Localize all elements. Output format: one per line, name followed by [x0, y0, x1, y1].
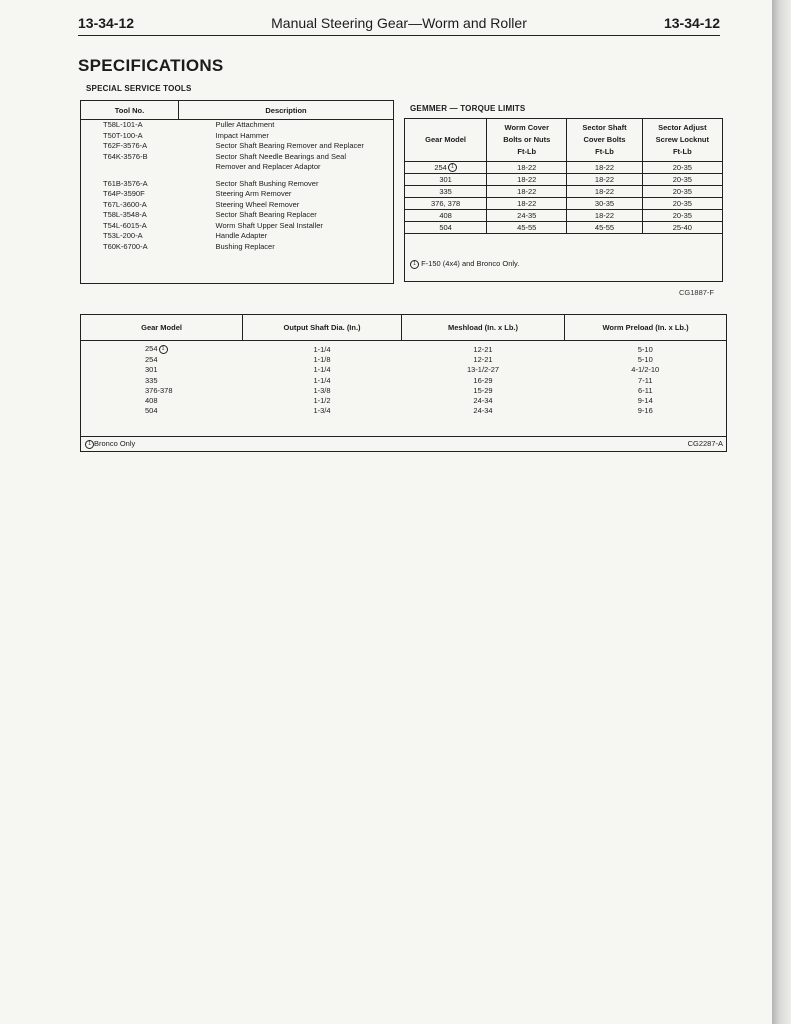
cell-value: 18-22 — [594, 187, 615, 196]
cell-value: 15-29 — [473, 385, 493, 395]
table-cell — [401, 385, 564, 395]
cell-value: 6-11 — [638, 385, 653, 395]
gemmer-column-header — [405, 119, 487, 162]
header-line: Sector Adjust — [658, 123, 707, 132]
table-row — [81, 354, 726, 364]
table-cell — [81, 395, 243, 405]
table-cell — [81, 385, 243, 395]
table-cell — [243, 365, 402, 375]
table-row — [405, 210, 722, 222]
cell-value: 335 — [145, 375, 158, 385]
table-cell — [565, 395, 726, 405]
tool-number: T64P-3590F — [103, 189, 145, 198]
cell-value: 1-1/4 — [313, 375, 331, 385]
cell-value: 504 — [145, 406, 158, 416]
table-cell — [401, 375, 564, 385]
table-cell — [243, 344, 402, 354]
header-line: Bolts or Nuts — [503, 135, 551, 144]
tool-description: Sector Shaft Bearing Remover and Replacer — [215, 141, 364, 150]
table-cell — [565, 365, 726, 375]
tools-col-description: Description — [179, 101, 394, 120]
table-cell — [243, 385, 402, 395]
table-cell — [642, 222, 722, 234]
cell-value: 254 — [145, 354, 158, 364]
cell-value: 13-1/2-27 — [466, 365, 500, 375]
cell-value: 16-29 — [473, 375, 493, 385]
gemmer-title: GEMMER — TORQUE LIMITS — [410, 104, 526, 113]
cell-value: 408 — [145, 396, 158, 406]
cell-value: 376, 378 — [430, 199, 461, 208]
tool-number — [81, 162, 179, 173]
tool-number: T60K-6700-A — [103, 241, 148, 251]
preload-column-header: Gear Model — [81, 315, 243, 341]
tool-description: Handle Adapter — [215, 231, 268, 240]
tool-number: T50T-100-A — [103, 130, 143, 140]
cell-value: 504 — [439, 223, 452, 232]
header-line: Gear Model — [425, 135, 466, 144]
gemmer-column-header — [642, 119, 722, 162]
cell-value: 1-1/8 — [313, 354, 331, 364]
cell-value: 1-3/4 — [313, 406, 331, 416]
table-row — [81, 179, 393, 190]
table-row — [81, 210, 393, 221]
page-header — [78, 13, 720, 36]
cell-value: 24-34 — [473, 396, 493, 406]
tool-description: Remover and Replacer Adaptor — [215, 162, 321, 171]
table-cell — [487, 174, 567, 186]
table-cell — [405, 186, 487, 198]
table-cell — [567, 186, 642, 198]
table-row — [81, 120, 393, 131]
tool-number: T58L-3548-A — [103, 210, 147, 219]
table-cell — [642, 186, 722, 198]
tool-number: T67L-3600-A — [103, 199, 147, 209]
table-cell — [405, 174, 487, 186]
table-cell — [243, 354, 402, 364]
preload-column-header: Meshload (In. x Lb.) — [401, 315, 564, 341]
table-cell — [81, 365, 243, 375]
table-cell — [243, 406, 402, 416]
table-cell — [81, 406, 243, 416]
table-row — [81, 221, 393, 232]
cell-value: 18-22 — [594, 175, 615, 184]
cell-value: 408 — [439, 211, 452, 220]
cell-value: 254 — [434, 162, 447, 172]
preload-figure-code: CG2287-A — [687, 439, 723, 448]
header-line: Ft-Lb — [595, 147, 614, 156]
gemmer-note — [409, 259, 519, 269]
table-row — [81, 189, 393, 200]
cell-value: 301 — [439, 175, 452, 184]
table-cell — [405, 162, 487, 174]
cell-value: 18-22 — [517, 187, 537, 196]
table-cell — [401, 365, 564, 375]
cell-value: 1-1/4 — [313, 344, 331, 354]
page-header-title: Manual Steering Gear—Worm and Roller — [271, 15, 527, 31]
table-cell — [567, 222, 642, 234]
table-cell — [487, 222, 567, 234]
table-cell — [401, 395, 564, 405]
gemmer-column-header — [567, 119, 642, 162]
cell-value: 20-35 — [672, 163, 692, 172]
table-row — [81, 242, 393, 253]
table-row — [405, 198, 722, 210]
table-cell — [405, 198, 487, 210]
table-cell — [487, 186, 567, 198]
cell-value: 335 — [439, 187, 452, 196]
table-row — [81, 152, 393, 163]
cell-value: 20-35 — [672, 187, 692, 196]
cell-value: 20-35 — [672, 199, 692, 208]
cell-value: 12-21 — [473, 354, 493, 364]
header-line: Sector Shaft — [582, 123, 627, 132]
cell-value: 18-22 — [517, 175, 537, 184]
tool-description: Impact Hammer — [215, 130, 269, 140]
tool-description: Sector Shaft Bushing Remover — [215, 178, 319, 188]
header-line: Worm Cover — [504, 123, 549, 132]
table-cell — [81, 344, 243, 354]
cell-value: 5-10 — [637, 344, 653, 354]
tool-number: T54L-6015-A — [103, 220, 147, 230]
header-line: Screw Locknut — [655, 135, 710, 144]
cell-value: 1-3/8 — [313, 385, 331, 395]
header-line: Ft-Lb — [672, 147, 692, 156]
cell-value: 254 — [145, 344, 158, 354]
table-cell — [565, 375, 726, 385]
gemmer-figure-code: CG1887-F — [679, 288, 715, 297]
cell-value: 12-21 — [473, 344, 493, 354]
table-cell — [405, 222, 487, 234]
tool-number: T62F-3576-A — [103, 141, 148, 150]
preload-footnote-text: Bronco Only — [94, 439, 136, 448]
table-row — [81, 344, 726, 354]
table-row — [81, 395, 726, 405]
page-number-left: 13-34-12 — [78, 15, 135, 31]
table-cell — [642, 210, 722, 222]
special-tools-table — [80, 100, 394, 284]
preload-footnote — [84, 439, 135, 449]
table-row — [405, 162, 722, 174]
tool-number: T53L-200-A — [103, 231, 143, 240]
cell-value: 1-1/4 — [313, 365, 331, 375]
table-row — [81, 385, 726, 395]
table-cell — [642, 198, 722, 210]
table-cell — [243, 395, 402, 405]
tool-description: Steering Arm Remover — [215, 189, 292, 198]
cell-value: 18-22 — [594, 163, 615, 172]
table-cell — [401, 406, 564, 416]
tool-number: T64K-3576-B — [103, 151, 148, 161]
cell-value: 18-22 — [517, 163, 537, 172]
tool-number: T58L-101-A — [103, 120, 143, 129]
header-line: Cover Bolts — [583, 135, 626, 144]
table-cell — [642, 162, 722, 174]
table-cell — [81, 354, 243, 364]
table-cell — [565, 344, 726, 354]
tool-description: Steering Wheel Remover — [215, 199, 300, 209]
table-cell — [565, 406, 726, 416]
table-cell — [565, 385, 726, 395]
table-cell — [567, 174, 642, 186]
gemmer-note-text: F-150 (4x4) and Bronco Only. — [421, 259, 520, 268]
table-cell — [243, 375, 402, 385]
table-row — [81, 365, 726, 375]
table-cell — [487, 162, 567, 174]
table-cell — [567, 210, 642, 222]
table-cell — [487, 210, 567, 222]
table-row — [81, 375, 726, 385]
cell-value: 20-35 — [672, 211, 692, 220]
tool-description: Sector Shaft Bearing Replacer — [215, 210, 317, 219]
table-row — [81, 406, 726, 416]
cell-value: 1-1/2 — [313, 396, 331, 406]
cell-value: 4-1/2-10 — [631, 365, 660, 375]
table-cell — [81, 375, 243, 385]
preload-footer — [81, 436, 726, 451]
table-cell — [642, 174, 722, 186]
footnote-marker: 1 — [410, 260, 419, 269]
cell-value: 30-35 — [594, 199, 615, 208]
cell-value: 25-40 — [672, 223, 692, 232]
table-row — [81, 200, 393, 211]
cell-value: 18-22 — [594, 211, 615, 220]
special-tools-title: SPECIAL SERVICE TOOLS — [86, 84, 192, 93]
cell-value: 9-14 — [637, 396, 653, 406]
preload-column-header: Output Shaft Dia. (In.) — [243, 315, 402, 341]
page-edge-shadow — [772, 0, 791, 1024]
table-row — [81, 162, 393, 173]
cell-value: 45-55 — [517, 223, 537, 232]
footnote-marker: 1 — [448, 163, 457, 172]
tools-col-tool-no: Tool No. — [81, 101, 179, 120]
cell-value: 301 — [145, 365, 158, 375]
tool-description: Worm Shaft Upper Seal Installer — [215, 220, 323, 230]
cell-value: 376-378 — [145, 385, 173, 395]
tool-description: Bushing Replacer — [215, 241, 275, 251]
cell-value: 5-10 — [637, 354, 653, 364]
cell-value: 9-16 — [637, 406, 653, 416]
table-cell — [401, 344, 564, 354]
table-row — [81, 141, 393, 152]
table-row — [405, 222, 722, 234]
table-row — [81, 231, 393, 242]
tool-number: T61B-3576-A — [103, 178, 148, 188]
footnote-marker: 1 — [159, 345, 168, 354]
header-line: Ft-Lb — [517, 147, 537, 156]
table-row — [405, 186, 722, 198]
preload-column-header: Worm Preload (In. x Lb.) — [565, 315, 726, 341]
cell-value: 18-22 — [517, 199, 537, 208]
table-cell — [565, 354, 726, 364]
cell-value: 24-34 — [473, 406, 493, 416]
cell-value: 24-35 — [517, 211, 537, 220]
gemmer-column-header — [487, 119, 567, 162]
cell-value: 45-55 — [594, 223, 615, 232]
cell-value: 7-11 — [638, 375, 653, 385]
footnote-marker: 1 — [85, 440, 94, 449]
table-row — [81, 131, 393, 142]
table-cell — [405, 210, 487, 222]
tool-description: Sector Shaft Needle Bearings and Seal — [215, 151, 346, 161]
page-number-right: 13-34-12 — [663, 15, 720, 31]
section-title: SPECIFICATIONS — [78, 56, 224, 75]
gemmer-torque-table — [404, 118, 723, 282]
tool-description: Puller Attachment — [215, 120, 275, 129]
table-cell — [567, 198, 642, 210]
cell-value: 20-35 — [672, 175, 692, 184]
table-cell — [487, 198, 567, 210]
table-cell — [567, 162, 642, 174]
gear-preload-table — [80, 314, 727, 452]
table-row — [405, 174, 722, 186]
table-cell — [401, 354, 564, 364]
